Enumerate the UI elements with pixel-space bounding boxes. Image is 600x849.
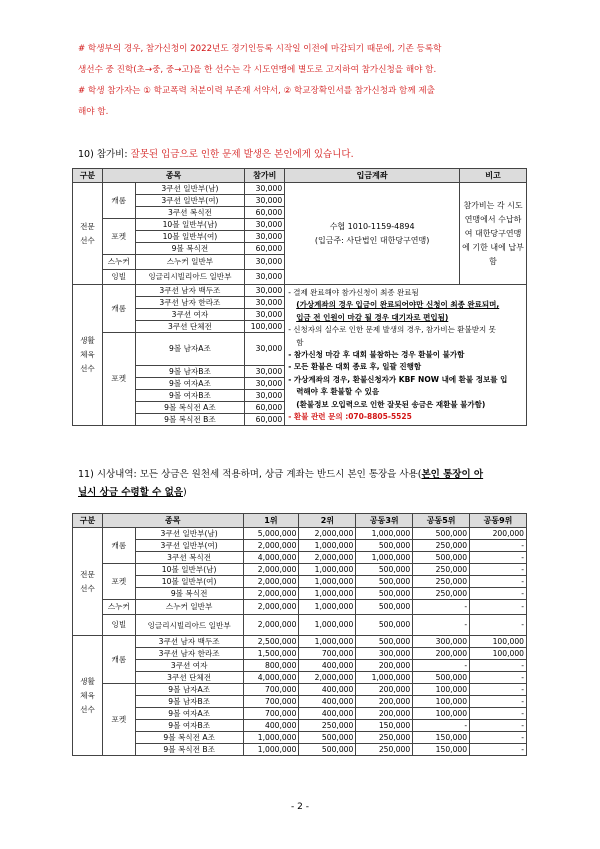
prize-amount: 150,000 xyxy=(356,720,413,732)
notice-line-4: 해야 함. xyxy=(78,107,109,117)
prize-row xyxy=(73,540,527,552)
prize-amount: - xyxy=(413,720,470,732)
prize-amount: 250,000 xyxy=(413,588,470,600)
prize-group-snooker: 스누커 xyxy=(102,600,135,615)
prize-row xyxy=(73,672,527,684)
prize-amount: - xyxy=(470,672,527,684)
prize-amount: 200,000 xyxy=(356,684,413,696)
section-10-prefix: 10) 참가비: xyxy=(78,149,131,160)
prize-amount: 1,000,000 xyxy=(299,588,356,600)
prize-amount: 200,000 xyxy=(470,528,527,540)
prize-amount: - xyxy=(470,540,527,552)
prize-amount: 300,000 xyxy=(413,636,470,648)
prize-amount: 200,000 xyxy=(356,708,413,720)
prize-amount: 250,000 xyxy=(299,720,356,732)
prize-group-pocket: 포켓 xyxy=(102,564,135,600)
prize-amount: 4,000,000 xyxy=(243,552,299,564)
prize-row xyxy=(73,720,527,732)
prize-amount: 500,000 xyxy=(356,564,413,576)
section-10-heading xyxy=(78,146,354,160)
prize-row xyxy=(73,600,527,615)
prize-event-name: 9볼 복식전 xyxy=(135,588,243,600)
event-name: 9볼 여자B조 xyxy=(135,390,245,402)
prize-header-1st: 1위 xyxy=(243,514,299,528)
fee-value: 30,000 xyxy=(245,390,285,402)
event-name: 3쿠션 남자 백두조 xyxy=(135,285,245,297)
refund-note-line: - 결제 완료해야 참가신청이 최종 완료됨 xyxy=(288,288,419,297)
prize-row xyxy=(73,648,527,660)
prize-amount: 200,000 xyxy=(413,648,470,660)
prize-amount: 500,000 xyxy=(356,540,413,552)
section-11-underline-a: 본인 통장이 아 xyxy=(421,469,484,480)
prize-row xyxy=(73,732,527,744)
section-11-underline-b: 닐시 상금 수령할 수 없음 xyxy=(78,487,183,498)
prize-row xyxy=(73,696,527,708)
notice-line-1: # 학생부의 경우, 참가신청이 2022년도 경기인등록 시작일 이전에 마감되기 때문에, 기존 등록학 xyxy=(78,44,442,54)
prize-amount: 500,000 xyxy=(413,552,470,564)
prize-amount: - xyxy=(470,720,527,732)
prize-amount: 2,000,000 xyxy=(243,540,299,552)
notice-line-3: # 학생 참가자는 ① 학교폭력 처분이력 부존재 서약서, ② 학교장확인서를 참가신청과 함께 제출 xyxy=(78,86,435,96)
prize-amount: - xyxy=(470,564,527,576)
prize-amount: 300,000 xyxy=(356,648,413,660)
prize-amount: - xyxy=(470,744,527,756)
event-name: 9볼 복식전 xyxy=(135,243,245,255)
group-carom: 캐롬 xyxy=(102,183,135,219)
prize-header-5th: 공동5위 xyxy=(413,514,470,528)
fee-value: 30,000 xyxy=(245,285,285,297)
prize-amount: 500,000 xyxy=(299,744,356,756)
refund-note-line: - 신청자의 실수로 인한 문제 발생의 경우, 참가비는 환불받지 못 xyxy=(288,325,496,335)
fee-value: 30,000 xyxy=(245,195,285,207)
prize-amount: 1,000,000 xyxy=(299,636,356,648)
prize-event-name: 3쿠션 단체전 xyxy=(135,672,243,684)
prize-amount: 2,000,000 xyxy=(299,552,356,564)
prize-amount: 250,000 xyxy=(413,576,470,588)
section-10-warning: 잘못된 입금으로 인한 문제 발생은 본인에게 있습니다. xyxy=(130,149,354,160)
prize-amount: 1,000,000 xyxy=(299,600,356,615)
group-pocket: 포켓 xyxy=(102,219,135,255)
prize-event-name: 스누커 일반부 xyxy=(135,600,243,615)
prize-amount: 2,000,000 xyxy=(299,528,356,540)
prize-header-division: 구분 xyxy=(73,514,103,528)
prize-event-name: 9볼 남자B조 xyxy=(135,696,243,708)
prize-amount: 400,000 xyxy=(299,696,356,708)
event-name: 스누커 일반부 xyxy=(135,255,245,270)
prize-amount: 1,000,000 xyxy=(299,564,356,576)
prize-amount: - xyxy=(470,588,527,600)
prize-row xyxy=(73,552,527,564)
prize-amount: 250,000 xyxy=(356,732,413,744)
group-english: 잉빌 xyxy=(102,270,135,285)
fee-value: 30,000 xyxy=(245,378,285,390)
event-name: 잉글리시빌리아드 일반부 xyxy=(135,270,245,285)
group-pocket: 포켓 xyxy=(102,333,135,426)
prize-amount: 5,000,000 xyxy=(243,528,299,540)
fee-value: 30,000 xyxy=(245,255,285,270)
prize-amount: 200,000 xyxy=(356,696,413,708)
fee-remark: 참가비는 각 시도연맹에서 수납하여 대한당구연맹에 기한 내에 납부함 xyxy=(460,183,527,285)
prize-event-name: 3쿠션 일반부(남) xyxy=(135,528,243,540)
prize-amount: 500,000 xyxy=(356,600,413,615)
prize-header-2nd: 2위 xyxy=(299,514,356,528)
prize-amount: 500,000 xyxy=(356,588,413,600)
prize-amount: 1,000,000 xyxy=(356,672,413,684)
prize-amount: 2,000,000 xyxy=(243,564,299,576)
prize-amount: 1,500,000 xyxy=(243,648,299,660)
prize-amount: 500,000 xyxy=(413,672,470,684)
prize-event-name: 9볼 여자A조 xyxy=(135,708,243,720)
prize-amount: 250,000 xyxy=(413,564,470,576)
prize-header-row xyxy=(73,514,527,528)
refund-note-line: (가상계좌의 경우 입금이 완료되어야만 신청이 최종 완료되며, xyxy=(296,300,500,310)
prize-amount: 700,000 xyxy=(299,648,356,660)
fee-value: 60,000 xyxy=(245,207,285,219)
prize-row xyxy=(73,588,527,600)
prize-amount: 200,000 xyxy=(356,660,413,672)
prize-event-name: 3쿠션 복식전 xyxy=(135,552,243,564)
prize-amount: 250,000 xyxy=(413,540,470,552)
prize-amount: 400,000 xyxy=(299,708,356,720)
prize-amount: - xyxy=(470,732,527,744)
prize-amount: 150,000 xyxy=(413,744,470,756)
entry-fee-table xyxy=(72,168,527,426)
header-division: 구분 xyxy=(73,169,103,183)
prize-amount: - xyxy=(470,660,527,672)
prize-event-name: 3쿠션 일반부(여) xyxy=(135,540,243,552)
prize-group-pocket: 포켓 xyxy=(102,684,135,756)
prize-amount: - xyxy=(470,576,527,588)
prize-division-pro: 전문 선수 xyxy=(73,528,103,636)
prize-amount: 100,000 xyxy=(413,696,470,708)
prize-amount: 2,000,000 xyxy=(243,576,299,588)
prize-amount: 4,000,000 xyxy=(243,672,299,684)
prize-division-life: 생활 체육 선수 xyxy=(73,636,103,756)
prize-row xyxy=(73,636,527,648)
refund-note-line: 입금 전 인원이 마감 될 경우 대기자로 편입됨) xyxy=(296,312,449,322)
division-pro: 전문 선수 xyxy=(73,183,103,285)
event-name: 3쿠션 남자 한라조 xyxy=(135,297,245,309)
division-life: 생활 체육 선수 xyxy=(73,285,103,426)
notice-line-2: 생선수 중 진학(초→중, 중→고)을 한 선수는 각 시도연맹에 별도로 고지하여 참가신청을 해야 함. xyxy=(78,65,437,75)
prize-amount: 400,000 xyxy=(299,660,356,672)
refund-note-line: - 환불 관련 문의 :070-8805-5525 xyxy=(288,412,412,422)
prize-amount: - xyxy=(413,660,470,672)
fee-value: 30,000 xyxy=(245,333,285,366)
prize-row xyxy=(73,564,527,576)
prize-amount: - xyxy=(470,552,527,564)
prize-amount: - xyxy=(470,684,527,696)
prize-amount: 1,000,000 xyxy=(356,552,413,564)
prize-amount: 2,000,000 xyxy=(243,600,299,615)
prize-amount: 700,000 xyxy=(243,696,299,708)
prize-amount: 100,000 xyxy=(470,636,527,648)
event-name: 9볼 복식전 A조 xyxy=(135,402,245,414)
event-name: 10볼 일반부(남) xyxy=(135,219,245,231)
event-name: 9볼 여자A조 xyxy=(135,378,245,390)
fee-value: 60,000 xyxy=(245,243,285,255)
prize-event-name: 9볼 복식전 A조 xyxy=(135,732,243,744)
prize-group-english: 잉빌 xyxy=(102,615,135,636)
prize-amount: 2,000,000 xyxy=(243,615,299,636)
prize-amount: 100,000 xyxy=(413,684,470,696)
entry-fee-row xyxy=(73,183,527,195)
refund-note-line: - 가상계좌의 경우, 환불신청자가 KBF NOW 내에 환불 정보를 입 xyxy=(288,374,508,384)
header-event: 종목 xyxy=(102,169,244,183)
fee-value: 30,000 xyxy=(245,309,285,321)
group-carom: 캐롬 xyxy=(102,285,135,333)
prize-event-name: 잉글리시빌리아드 일반부 xyxy=(135,615,243,636)
prize-amount: - xyxy=(470,615,527,636)
account-holder: (입금주: 사단법인 대한당구연맹) xyxy=(314,235,430,245)
prize-event-name: 3쿠션 여자 xyxy=(135,660,243,672)
refund-note-line: 력해야 후 환불할 수 있음 xyxy=(296,387,380,397)
prize-amount: 2,500,000 xyxy=(243,636,299,648)
prize-event-name: 9볼 복식전 B조 xyxy=(135,744,243,756)
header-remark: 비고 xyxy=(460,169,527,183)
prize-row xyxy=(73,744,527,756)
refund-note-line: - 모든 환불은 대회 종료 후, 일괄 진행함 xyxy=(288,362,422,372)
refund-note-line: (환불정보 오입력으로 인한 잘못된 송금은 재환불 불가함) xyxy=(296,399,486,409)
refund-notes xyxy=(285,285,527,426)
prize-row xyxy=(73,615,527,636)
prize-event-name: 3쿠션 남자 한라조 xyxy=(135,648,243,660)
fee-value: 30,000 xyxy=(245,297,285,309)
prize-event-name: 9볼 남자A조 xyxy=(135,684,243,696)
section-11-suffix: ) xyxy=(183,487,187,498)
event-name: 10볼 일반부(여) xyxy=(135,231,245,243)
prize-amount: - xyxy=(470,696,527,708)
prize-amount: - xyxy=(413,615,470,636)
group-snooker: 스누커 xyxy=(102,255,135,270)
prize-row xyxy=(73,528,527,540)
prize-amount: 500,000 xyxy=(299,732,356,744)
prize-amount: 1,000,000 xyxy=(243,732,299,744)
prize-amount: 150,000 xyxy=(413,732,470,744)
account-number: 수협 1010-1159-4894 xyxy=(329,221,415,231)
section-11-prefix: 11) 시상내역: 모든 상금은 원천세 적용하며, 상금 계좌는 반드시 본인 통장을 사용( xyxy=(78,469,422,480)
prize-amount: 700,000 xyxy=(243,708,299,720)
prize-amount: 500,000 xyxy=(356,576,413,588)
event-name: 3쿠션 복식전 xyxy=(135,207,245,219)
prize-row xyxy=(73,684,527,696)
prize-amount: 400,000 xyxy=(299,684,356,696)
prize-event-name: 10볼 일반부(여) xyxy=(135,576,243,588)
section-11-heading xyxy=(78,466,538,502)
prize-header-9th: 공동9위 xyxy=(470,514,527,528)
prize-amount: - xyxy=(470,708,527,720)
fee-value: 30,000 xyxy=(245,183,285,195)
prize-header-event: 종목 xyxy=(102,514,243,528)
prize-amount: 100,000 xyxy=(413,708,470,720)
prize-row xyxy=(73,660,527,672)
header-fee: 참가비 xyxy=(245,169,285,183)
prize-amount: 250,000 xyxy=(356,744,413,756)
event-name: 3쿠션 일반부(남) xyxy=(135,183,245,195)
event-name: 3쿠션 단체전 xyxy=(135,321,245,333)
prize-amount: 2,000,000 xyxy=(243,588,299,600)
event-name: 9볼 복식전 B조 xyxy=(135,414,245,426)
fee-value: 30,000 xyxy=(245,366,285,378)
prize-amount: 500,000 xyxy=(356,636,413,648)
prize-event-name: 3쿠션 남자 백두조 xyxy=(135,636,243,648)
prize-amount: 1,000,000 xyxy=(356,528,413,540)
prize-event-name: 9볼 여자B조 xyxy=(135,720,243,732)
header-account: 입금계좌 xyxy=(285,169,460,183)
prize-amount: 1,000,000 xyxy=(243,744,299,756)
prize-amount: 700,000 xyxy=(243,684,299,696)
fee-value: 60,000 xyxy=(245,402,285,414)
prize-row xyxy=(73,708,527,720)
prize-row xyxy=(73,576,527,588)
prize-amount: 400,000 xyxy=(243,720,299,732)
fee-value: 100,000 xyxy=(245,321,285,333)
prize-amount: 100,000 xyxy=(470,648,527,660)
prize-event-name: 10볼 일반부(남) xyxy=(135,564,243,576)
prize-amount: 800,000 xyxy=(243,660,299,672)
prize-amount: 1,000,000 xyxy=(299,576,356,588)
deposit-account xyxy=(285,183,460,285)
event-name: 3쿠션 일반부(여) xyxy=(135,195,245,207)
prize-amount: - xyxy=(413,600,470,615)
event-name: 3쿠션 여자 xyxy=(135,309,245,321)
prize-amount: 500,000 xyxy=(356,615,413,636)
fee-value: 30,000 xyxy=(245,231,285,243)
prize-group-carom: 캐롬 xyxy=(102,636,135,684)
refund-note-line: - 참가신청 마감 후 대회 불참하는 경우 환불이 불가함 xyxy=(288,350,465,360)
prize-amount: 2,000,000 xyxy=(299,672,356,684)
prize-amount: - xyxy=(470,600,527,615)
entry-fee-header-row xyxy=(73,169,527,183)
prize-amount: 1,000,000 xyxy=(299,540,356,552)
fee-value: 60,000 xyxy=(245,414,285,426)
prize-header-3rd: 공동3위 xyxy=(356,514,413,528)
refund-note-line: 함 xyxy=(296,337,304,347)
prize-table xyxy=(72,513,527,756)
page-number: - 2 - xyxy=(291,802,309,812)
prize-group-carom: 캐롬 xyxy=(102,528,135,564)
fee-value: 30,000 xyxy=(245,270,285,285)
prize-amount: 1,000,000 xyxy=(299,615,356,636)
entry-fee-row xyxy=(73,285,527,297)
prize-amount: 500,000 xyxy=(413,528,470,540)
event-name: 9볼 남자A조 xyxy=(135,333,245,366)
event-name: 9볼 남자B조 xyxy=(135,366,245,378)
fee-value: 30,000 xyxy=(245,219,285,231)
